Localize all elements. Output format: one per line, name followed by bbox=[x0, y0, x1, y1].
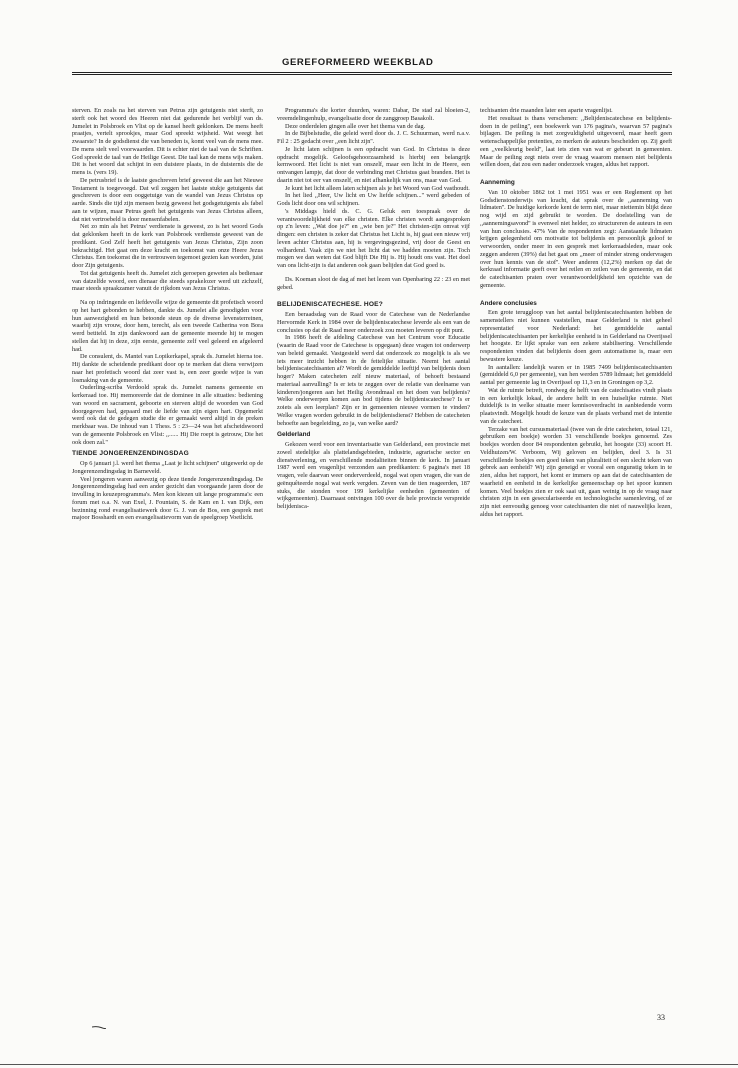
column-right bbox=[480, 107, 672, 519]
pen-mark bbox=[92, 1026, 106, 1029]
paragraph: Veel jongeren waren aanwezig op deze tiende Jongerenzendingsdag. De Jongerenzendingsdag had een ander gezicht dan voorgaande jaren door de invulling in keuzeprogramma's. Men kon kiezen uit lange programma's: een forum met o.a. N. van Exel, J. Fountain, S. de Kam en I. van Dijk, een bezinning rond evangelisatiewerk door G. J. van de Bos, een gesprek met majoor Bosshardt en een evangelisatievorm van de speelgroep Voetlicht. bbox=[72, 475, 263, 522]
paragraph: Ds. Koeman sloot de dag af met het lezen van Openbaring 22 : 23 en met gebed. bbox=[277, 275, 470, 291]
paragraph: Programma's die korter duurden, waren: Dabar, De stad zal bloeien-2, vreemdelingenhulp, evangelisatie door de zanggroep Basakoli. bbox=[277, 107, 470, 122]
header-rule-top bbox=[72, 72, 672, 73]
paragraph: Een grote teruggloop van het aantal belijdeniscatechisanten hebben de samenstellers niet kunnen vaststellen, maar Gelderland is niet geheel representatief voor Nederland: het gemiddelde aantal belijdeniscatechisanten per kerkelijke eenheid is in Gelderland na Overijssel het hoogste. Er lijkt sprake van een zekere stabilisering. Verschillende respondenten vinden dat belijdenis doen geen automatisme is, maar een bewustere keuze. bbox=[480, 309, 672, 363]
page-number: 33 bbox=[657, 1013, 665, 1022]
paragraph: Op 6 januari j.l. werd het thema ,,Laat je licht schijnen'' uitgewerkt op de Jongerenzendingsdag in Barneveld. bbox=[72, 460, 263, 475]
paragraph: In 1986 heeft de afdeling Catechese van het Centrum voor Educatie (waarin de Raad voor de Catechese is opgegaan) deze vragen tot onderwerp van beleid gemaakt. Vastgesteld werd dat onderzoek zo mogelijk is als we iets meer inzicht hebben in de feitelijke situatie. Neemt het aantal belijdeniscatechisanten af? Wordt de gemiddelde leeftijd van belijdenis doen hoger? Maken catecheten zelf nieuw materiaal, of behoeft bestaand materiaal aanvulling? Is er iets te zeggen over de relatie van deelname van kinderen/jongeren aan het Heilig Avondmaal en het doen van belijdenis? Welke onderwerpen komen aan bod tijdens de belijdeniscatechese? Is er zoiets als een leerplan? Zijn er in gemeenten nieuwe vormen te vinden? Welke vragen worden gebruikt in de belijdenisdienst? Hebben de catecheten behoefte aan begeleiding, zo ja, van welke aard? bbox=[277, 334, 470, 427]
paragraph: In de Bijbelstudie, die geleid werd door ds. J. C. Schuurman, werd n.a.v. Fil 2 : 25 gedacht over ,,een licht zijn''. bbox=[277, 130, 470, 145]
paragraph: Je kunt het licht alleen laten schijnen als je het Woord van God vasthoudt. bbox=[285, 184, 470, 192]
paragraph: Na op indringende en liefdevolle wijze de gemeente dit profetisch woord op het hart gebonden te hebben, dankte ds. Jumelet alle genodigden voor hun aanwezigheid en hun betoonde steun op de diverse levensterreinen, waarbij zijn vrouw, door hem, terecht, als een tweede Catherina von Bora werd betiteld. In zijn dankwoord aan de gemeente meende hij te mogen stellen dat hij in deze, zijn eerste, gemeente zelf veel geleerd en afgeleerd had. bbox=[72, 299, 263, 353]
paragraph: sterven. En zoals na het sterven van Petrus zijn getuigenis niet sterft, zo sterft ook het woord des Heeren niet dat gedurende het verblijf van ds. Jumelet in Polsbroek en Vlist op de kansel heeft geklonken. De mens heeft praatjes, vertelt sprookjes, maar God spreekt wijsheid. Wat weegt het zwaarste? In de godsdienst die van beneden is, komt veel van de mens mee. De mens stelt veel voorwaarden. Dit is echter niet de taal van de Schriften. God spreekt de taal van de Heilige Geest. Die taal kan de mens wijs maken. Dit is het woord dat schijnt in een duistere plaats, in de duisternis die de mens is. (vers 19). bbox=[72, 107, 263, 176]
paragraph: De consulent, ds. Mantel van Lopikerkapel, sprak ds. Jumelet hierna toe. Hij dankte de scheidende predikant door op te merken dat diens verwijzen naar het profetisch woord dat zeer vast is, een zeer goede wijze is van losmaking van de gemeente. bbox=[72, 353, 263, 384]
paragraph: Je licht laten schijnen is een opdracht van God. In Christus is deze opdracht mogelijk. Geloofsgehoorzaamheid is hierbij een belangrijk kernwoord. Het licht is niet van onszelf, maar een licht in de Heere, een ontvangen lampje, dat door de verbinding met Christus gaat branden. Het is daarin niet tot eer van onszelf, en niet afhankelijk van ons, maar van God. bbox=[277, 145, 470, 184]
paragraph: Gekozen werd voor een inventarisatie van Gelderland, een provincie met zowel stedelijke als plattelandsgebieden, industrie, agrarische sector en dienstverlening, en verschillende modaliteiten binnen de kerk. In januari 1987 werd een vragenlijst verzonden aan predikanten: 6 pagina's met 18 vragen, vele daarvan weer onderverdeeld, nogal wat open vragen, die van de geënquêteerde nogal wat werk vergden. Zeven van de tien reageerden, 187 stuks, die stonden voor 199 kerkelijke eenheden (gemeenten of wijkgemeenten). Daarnaast ontvingen 100 over de hele provincie verspreide belijdenisca- bbox=[277, 441, 470, 510]
column-middle bbox=[277, 107, 470, 511]
paragraph: Van 10 oktober 1862 tot 1 mei 1951 was er een Reglement op het Godsdienstonderwijs van kracht, dat sprak over de ,,aanneming van lidmaten''. De huidige kerkorde kent de term niet, maar niettemin blijkt deze nog wijd en zijd gebruikt te worden. De doelstelling van de ,,aannemingsavond'' is evenwel niet helder, zo structureren de auteurs in een van hun conclusies. 47% Van de respondenten zegt: Aanstaande lidmaten krijgen gelegenheid om motivatie tot belijdenis en persoonlijk geloof te verwoorden, onder meer in een gesprek met kerkeraadsleden, maar ook zeggen anderen (39%) dat het gaat om ,,meer of minder streng ondervragen over hun kennis van de stof''. Weer anderen (12,2%) merken op dat de kerkraad informatie geeft over het reilen en zeilen van de gemeente, en dat de catechisanten praten over verantwoordelijkheid ten opzichte van de gemeente. bbox=[480, 188, 672, 289]
paragraph: Deze onderdelen gingen alle over het thema van de dag. bbox=[285, 122, 426, 130]
section-heading: TIENDE JONGERENZENDINGSDAG bbox=[72, 450, 189, 458]
subsection-heading: Gelderland bbox=[277, 431, 311, 439]
subsection-heading: Andere conclusies bbox=[480, 299, 537, 307]
paragraph: Het resultaat is thans verschenen: ,,Belijdeniscatechese en belijdenis-doen in de peiling'', een boekwerk van 176 pagina's, waarvan 57 pagina's bijlagen. De peiling is met zorgvuldigheid uitgevoerd, maar heeft geen wetenschappelijke pretenties, zo merken de auteurs bescheiden op. Zij geeft een ,,veelkleurig beeld'', laat iets zien van wat er gebeurt in gemeenten. Maar de peiling zegt niets over de vraag waarom mensen niet belijdenis willen doen, dat zou een nader onderzoek vragen, aldus het rapport. bbox=[480, 114, 672, 169]
paragraph: 's Middags hield ds. C. G. Geluk een toespraak over de verantwoordelijkheid van elke christen. Elke christen wordt aangesproken op z'n leven: ,,Wat doe je?'' en ,,wie ben je?'' Het christen-zijn omvat vijf dingen: een christen is zeker dat Christus het Licht is, hij gaat een nieuw vrij leven achter Christus aan, hij is vergevingsgezind, vrij door de Geest en volhardend. Vaak zijn we niet het licht dat we hadden moeten zijn. Toch mogen we dan weten dat God blijft Die Hij is. Hij houdt ons vast. Het doel van ons licht-zijn is dat anderen ook gaan belijden dat God goed is. bbox=[277, 207, 470, 269]
subsection-heading: Aanneming bbox=[480, 179, 515, 186]
paragraph: techisanten drie maanden later een aparte vragenlijst. bbox=[480, 107, 613, 114]
paragraph: De petrusbrief is de laatste geschreven brief geweest die aan het Nieuwe Testament is toegevoegd. Dat wil zeggen het laatste stukje getuigenis dat geschreven is door een ooggetuige van de wandel van Jezus Christus op aarde. Sinds die tijd zijn mensen bezig geweest het godsgetuigenis als fabel aan te wijzen, maar Petrus geeft het getuigenis van Jezus Christus alleen, dat niet vertroebeld is door mensenfabelen. bbox=[72, 176, 263, 223]
paragraph: Terzake van het cursusmateriaal (twee van de drie catecheten, totaal 121, gebruiken een boekje) worden 31 verschillende boekjes genoemd. Zes boekjes worden door 84 respondenten gebruikt, het hoogste (33) scoort H. Veldhuizen/W. Verboom, Wij geloven en belijden, deel 3. Is 31 verschillende boekjes een goed teken van pluraliteit of een slecht teken van gebrek aan eenheid? Wij zijn geneigd er vooral een ongunstig teken in te zien, aldus het rapport, het komt er immers op aan dat de catechisanten de waarheid en eenheid in de kerkelijke gemeenschap op het spoor kunnen komen. Veel boekjes zien er ook saai uit, gaan weinig in op de vraag naar christen zijn in een geseculariseerde en technologische samenleving, of ze zijn niet eenvoudig genoeg voor catechisanten die niet of nauwelijks lezen, aldus het rapport. bbox=[480, 425, 672, 518]
paragraph: Wat de ruimte betreft, rondweg de helft van de catechisaties vindt plaats in een kerkelijk lokaal, de andere helft in een huiselijke ruimte. Niet duidelijk is in welke situatie meer kennisoverdracht in aanbiedende vorm plaatsvindt. Mogelijk houdt de keuze van de plaats verband met de intentie van de catecheet. bbox=[480, 386, 672, 425]
paragraph: Een beraadsdag van de Raad voor de Catechese van de Nederlandse Hervormde Kerk in 1984 over de belijdeniscatechese leverde als een van de conclusies op dat de Raad meer onderzoek zou moeten leveren op dit punt. bbox=[277, 311, 470, 334]
header-rule-bottom bbox=[72, 74, 672, 75]
paragraph: Tot dat getuigenis heeft ds. Jumelet zich geroepen geweten als bedienaar van datzelfde woord, een dienaar die steeds sprakelozer werd uit zichzelf, maar steeds spraakzamer vanuit de rijkdom van Jezus Christus. bbox=[72, 269, 263, 293]
scan-edge bbox=[0, 1064, 738, 1065]
section-heading: BELIJDENISCATECHESE. HOE? bbox=[277, 301, 383, 309]
paragraph: In aantallen: landelijk waren er in 1985 7499 belijdeniscatechisanten (gemiddeld 6,0 per gemeente), van hen werden 5789 lidmaat; het gemiddeld aantal per gemeente lag in Overijssel op 11,3 en in Groningen op 3,2. bbox=[480, 363, 672, 386]
paragraph: In het lied ,,Heer, Uw licht en Uw liefde schijnen...'' werd gebeden of Gods licht door ons wil schijnen. bbox=[277, 192, 470, 207]
paragraph: Ouderling-scriba Verdoold sprak ds. Jumelet namens gemeente en kerkeraad toe. Hij memoreerde dat de dominee in alle situaties: bediening van woord en sacrament, geboorte en sterven altijd de woorden van God doorgegeven had, gepaard met de liefde van zijn eigen hart. Opgemerkt werd ook dat de gedegen studie die er gemaakt werd altijd in de preken merkbaar was. De inhoud van 1 Thess. 5 : 23—24 was het afscheidswoord van de gemeente Polsbroek en Vlist: ,,...... Hij Die roept is getrouw, Die het ook doen zal.'' bbox=[72, 384, 263, 446]
page-header-title: GEREFORMEERD WEEKBLAD bbox=[282, 57, 434, 68]
paragraph: Net zo min als het Petrus' verdienste is geweest, zo is het woord Gods dat geklonken heeft in de kerk van Polsbroek verdienste geweest van de predikant. God Zelf heeft het getuigenis van Jezus Christus, Zijn zoon bekrachtigd. Het gaat om deze kracht en toekomst van onze Heere Jezus Christus. Een toekomst die in vertrouwen tegemoet gezien kan worden, juist door Zijn getuigenis. bbox=[72, 223, 263, 269]
column-left bbox=[72, 107, 263, 522]
